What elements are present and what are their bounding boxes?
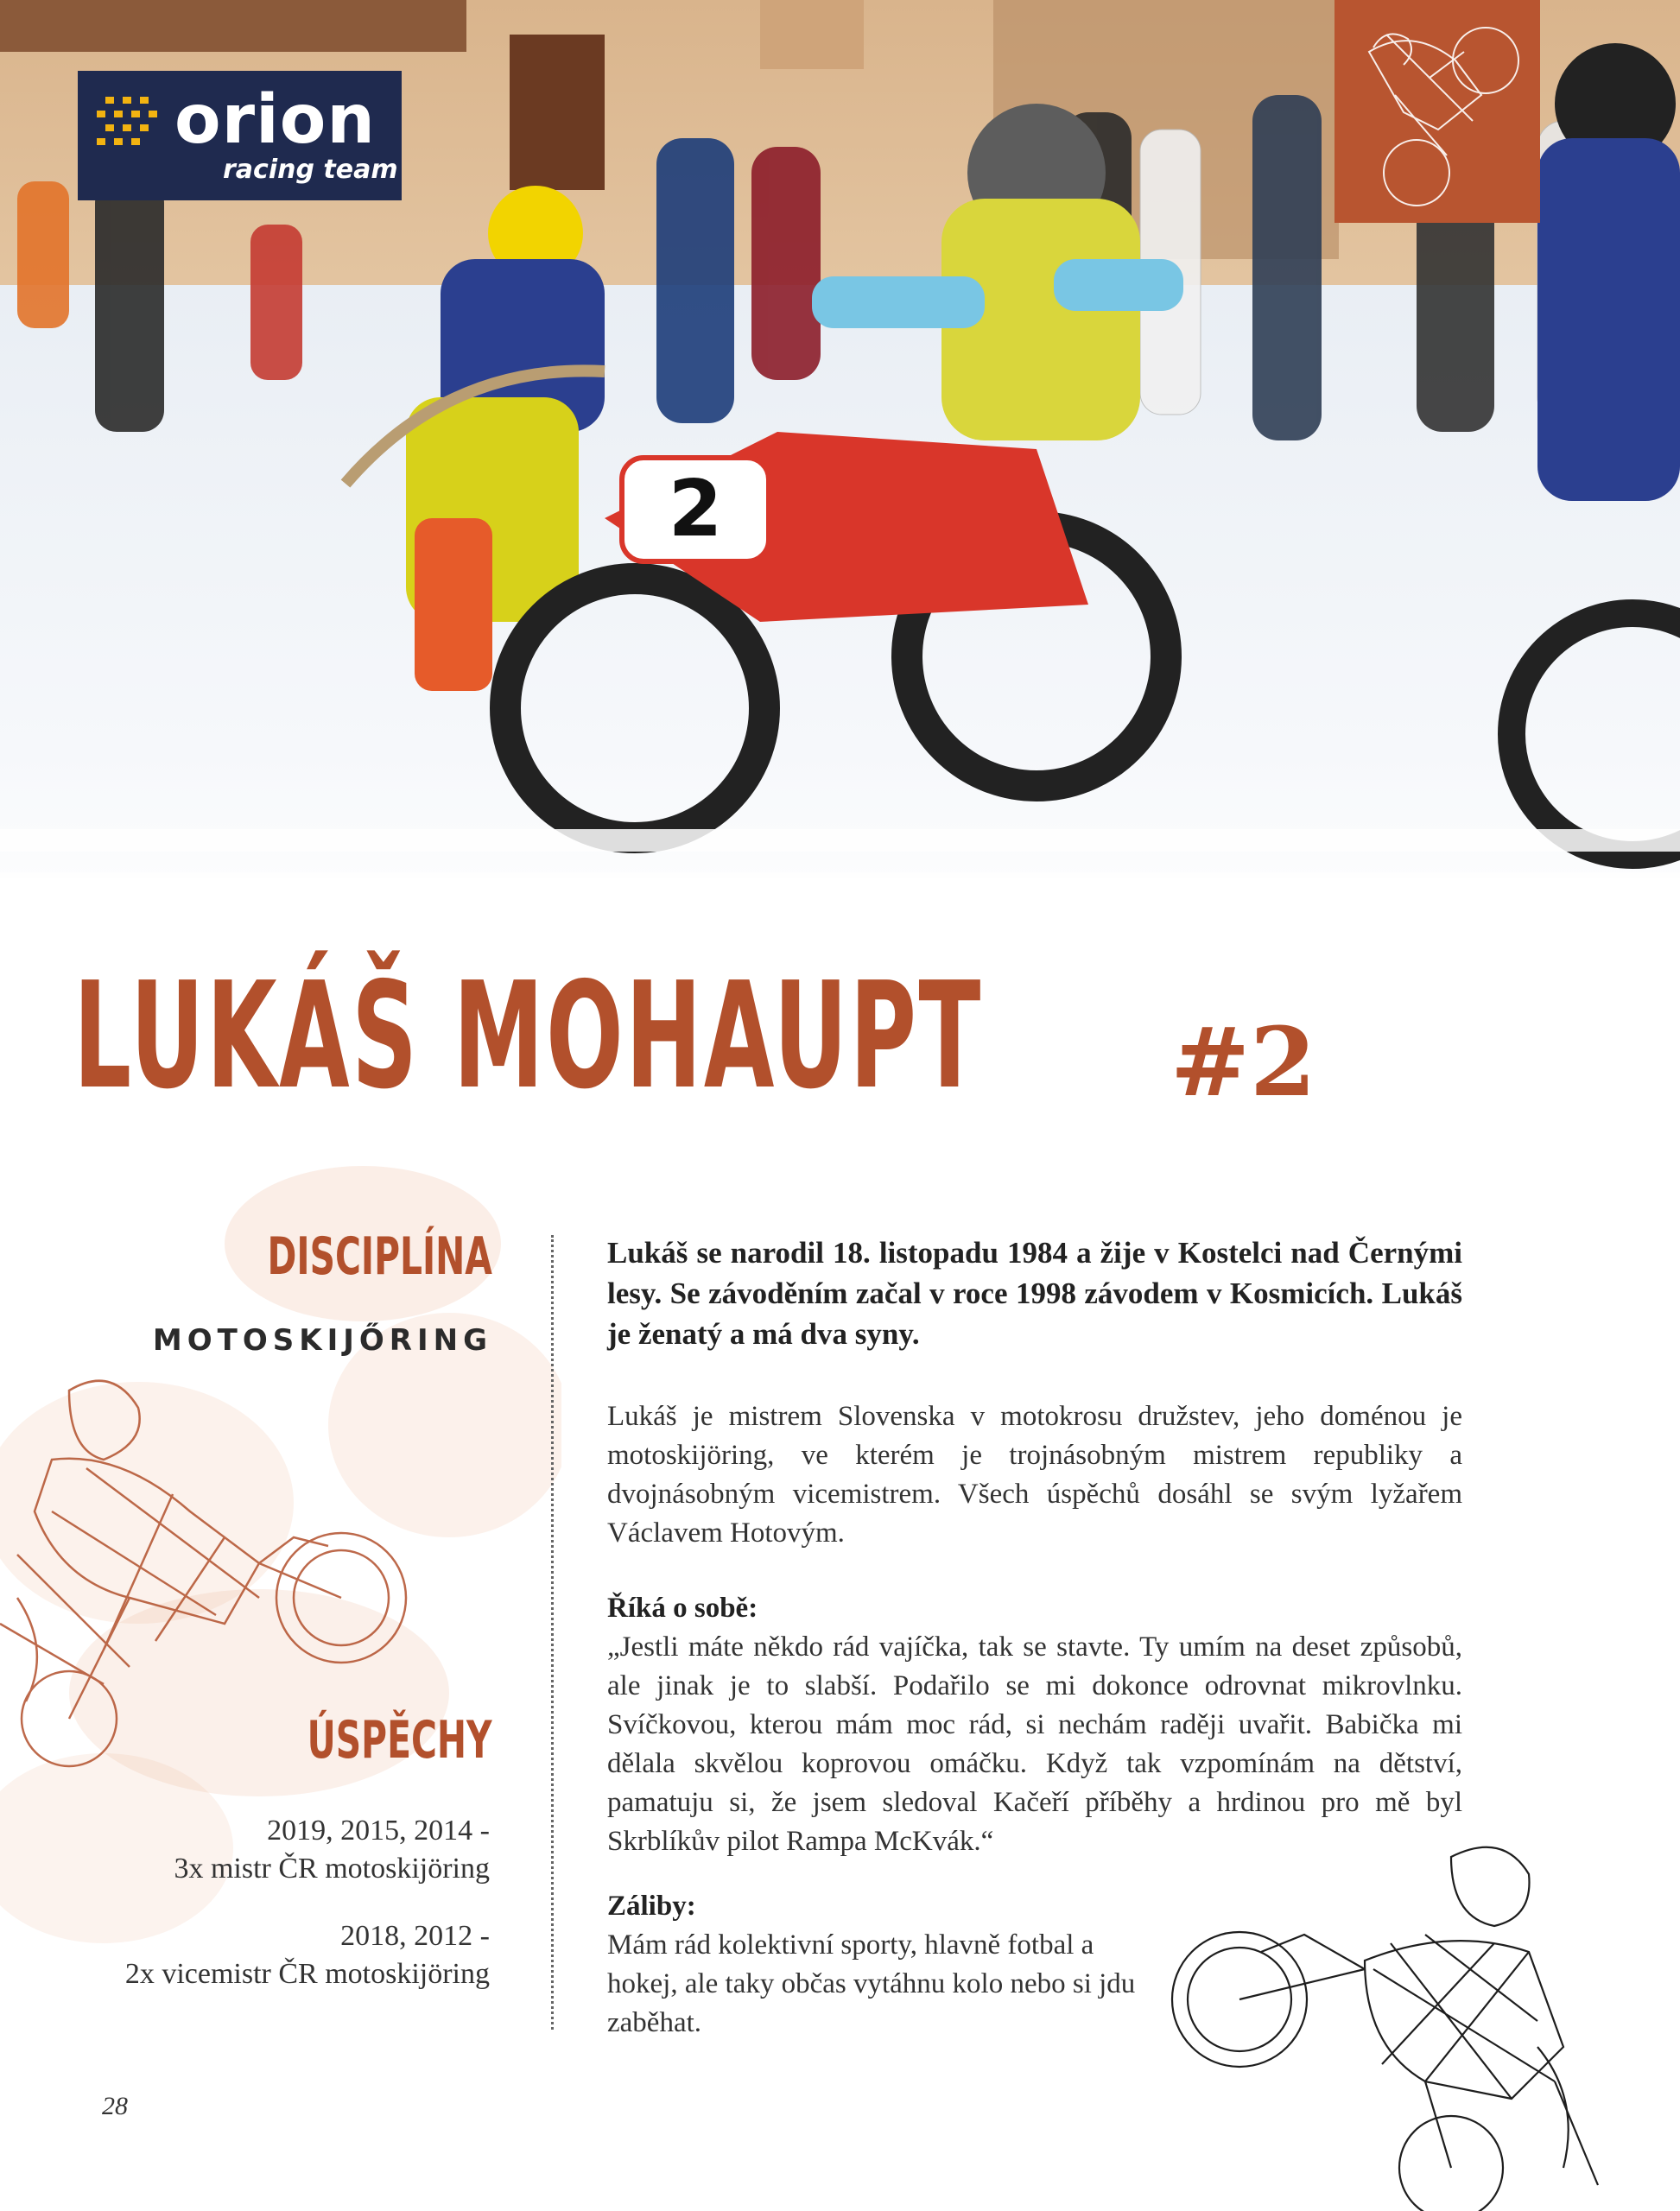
achievement-item (125, 1917, 490, 1993)
logo-subtitle: racing team (223, 155, 398, 185)
rider-name: LUKÁŠ MOHAUPT (73, 951, 983, 1122)
hobbies-section (607, 1887, 1143, 2043)
svg-text:2: 2 (668, 464, 723, 554)
achievement-text: 3x mistr ČR motoskijöring (174, 1853, 490, 1885)
quote-heading: Říká o sobě: (607, 1593, 758, 1624)
quote-text: „Jestli máte někdo rád vajíčka, tak se stavte. Ty umím na deset způsobů, ale jinak je to slabší. Podařilo se mi dokonce odrovnat mikrovlnku. Svíčkovou, kterou mám moc rád, si nechám raději uvařit. Babička mi dělala skvělou koprovou omáčku. Když tak vzpomínám na dětství, pamatuju si, že jsem sledoval Kačeří příběhy a hrdinou pro mě byl Skrblíkův pilot Rampa McKvák.“ (607, 1631, 1462, 1857)
motorbike-sketch-icon (1334, 0, 1540, 223)
page-number: 28 (102, 2092, 128, 2120)
rider-number: #2 (1170, 1006, 1316, 1118)
hobbies-heading: Záliby: (607, 1891, 696, 1922)
orion-racing-logo (78, 71, 402, 200)
achievement-years: 2018, 2012 - (340, 1920, 490, 1952)
achievement-item (174, 1812, 490, 1888)
hobbies-text: Mám rád kolektivní sporty, hlavně fotbal a hokej, ale taky občas vytáhnu kolo nebo si jdu zaběhat. (607, 1929, 1136, 2038)
page-title (73, 951, 1540, 1144)
column-divider (551, 1235, 554, 2030)
motorbike-sketch-icon (1166, 1822, 1615, 2211)
discipline-heading: DISCIPLÍNA (267, 1226, 492, 1287)
checkered-flag-icon (97, 97, 166, 149)
discipline-value: MOTOSKIJŐRING (152, 1323, 492, 1358)
article-intro: Lukáš se narodil 18. listopadu 1984 a žije v Kostelci nad Černými lesy. Se závoděním začal v roce 1998 závodem v Kosmicích. Lukáš je ženatý a má dva syny. (607, 1236, 1462, 1351)
rider-sketch-badge (1334, 0, 1540, 223)
quote-section (607, 1589, 1462, 1861)
motorbike-sketch-icon (0, 1339, 423, 1771)
logo-brand: orion (174, 81, 376, 159)
achievements-heading: ÚSPĚCHY (307, 1710, 492, 1771)
article-paragraph: Lukáš je mistrem Slovenska v motokrosu družstev, jeho doménou je motoskijöring, ve kterém je trojnásobným mistrem republiky a dvojnásobným vicemistrem. Všech úspěchů dosáhl se svým lyžařem Václavem Hotovým. (607, 1401, 1462, 1549)
achievement-text: 2x vicemistr ČR motoskijöring (124, 1958, 490, 1990)
achievement-years: 2019, 2015, 2014 - (267, 1815, 490, 1847)
